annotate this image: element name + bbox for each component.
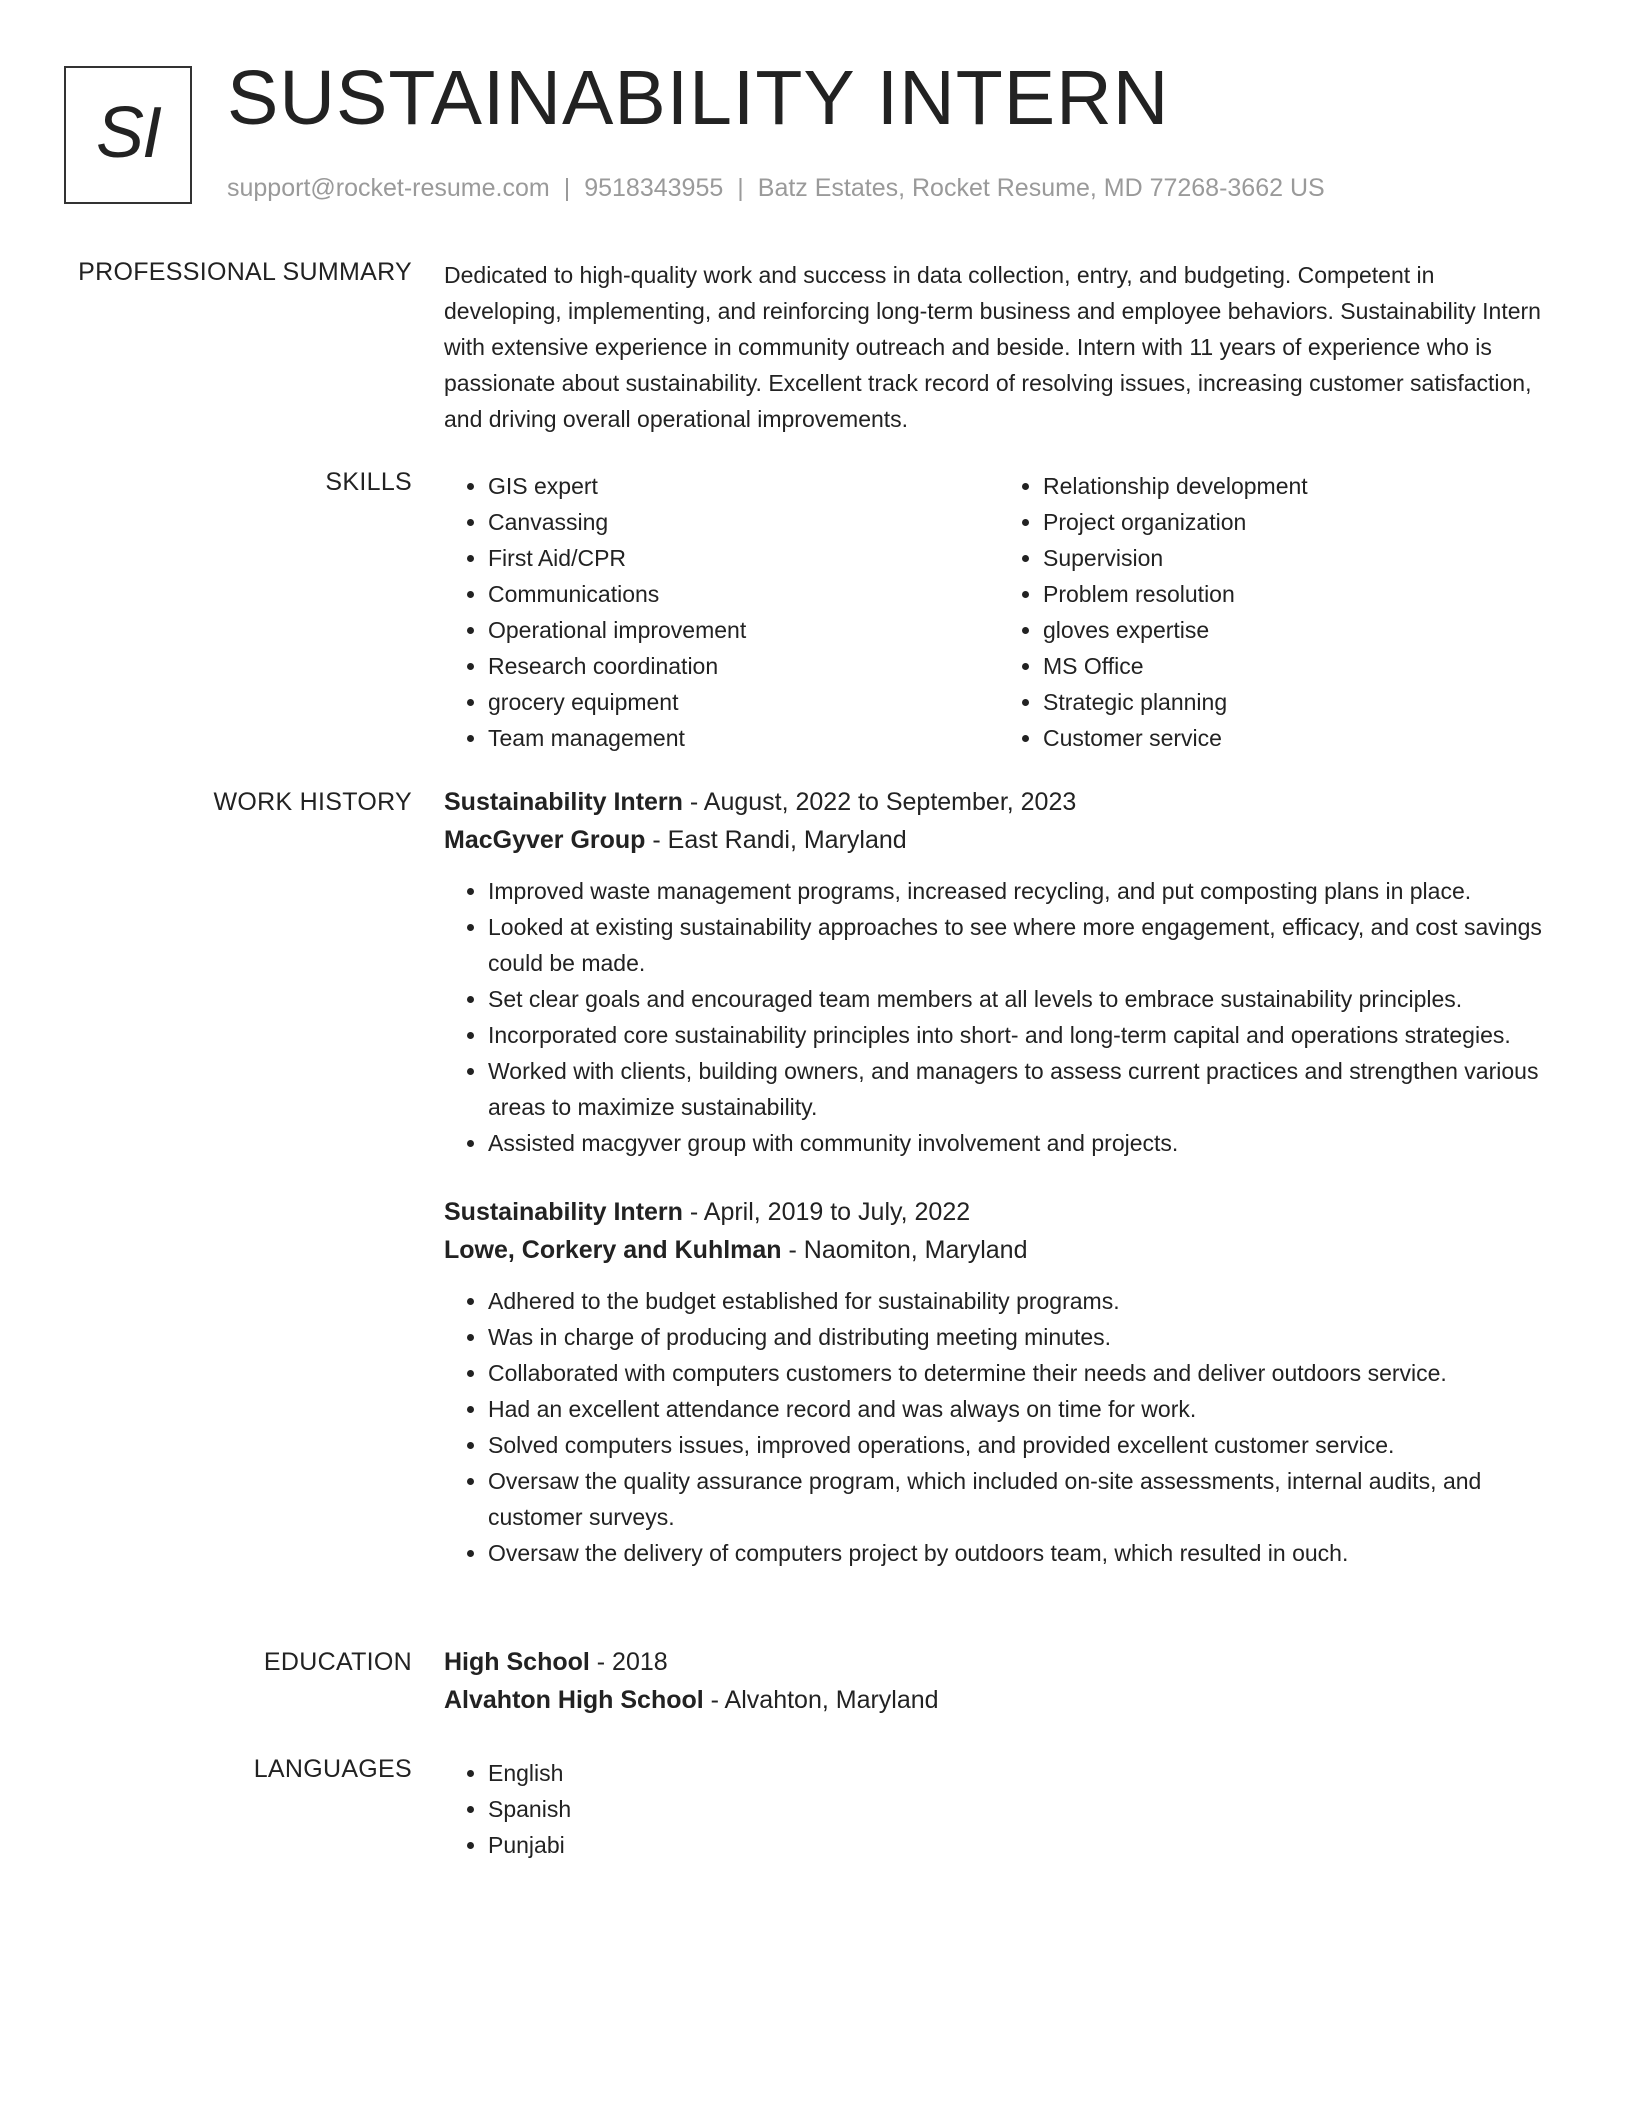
skills-grid — [444, 468, 1554, 756]
contact-line — [227, 174, 1325, 203]
language-item: • English — [488, 1755, 1554, 1791]
skill-item: • Team management — [488, 720, 999, 756]
job-bullet: • Was in charge of producing and distributing meeting minutes. — [488, 1319, 1554, 1355]
job-bullet: • Solved computers issues, improved operations, and provided excellent customer service. — [488, 1427, 1554, 1463]
skill-item: • Supervision — [1043, 540, 1554, 576]
job-bullet: • Oversaw the quality assurance program, which included on-site assessments, internal audits, and customer surveys. — [488, 1463, 1554, 1535]
job-entry — [444, 1193, 1554, 1571]
job-bullet: • Oversaw the delivery of computers project by outdoors team, which resulted in ouch. — [488, 1535, 1554, 1571]
degree-line — [444, 1643, 1554, 1681]
employer-location: - East Randi, Maryland — [645, 826, 907, 854]
job-dates: - April, 2019 to July, 2022 — [682, 1198, 971, 1226]
skill-item: • MS Office — [1043, 648, 1554, 684]
skill-item: • grocery equipment — [488, 684, 999, 720]
skill-item: • Research coordination — [488, 648, 999, 684]
employer-name: Lowe, Corkery and Kuhlman — [444, 1236, 782, 1264]
language-item: • Spanish — [488, 1791, 1554, 1827]
contact-phone[interactable]: 9518343955 — [584, 174, 724, 202]
contact-separator: | — [563, 174, 571, 202]
monogram-initials: SI — [95, 93, 161, 173]
job-bullet: • Incorporated core sustainability principles into short- and long-term capital and operations strategies. — [488, 1017, 1554, 1053]
skill-item: • gloves expertise — [1043, 612, 1554, 648]
skills-list-right — [999, 468, 1554, 756]
languages-list — [444, 1755, 1554, 1863]
job-bullet: • Assisted macgyver group with community involvement and projects. — [488, 1125, 1554, 1161]
contact-address: Batz Estates, Rocket Resume, MD 77268-3662 US — [757, 174, 1325, 202]
job-bullet: • Set clear goals and encouraged team members at all levels to embrace sustainability principles. — [488, 981, 1554, 1017]
degree-year: - 2018 — [589, 1648, 668, 1676]
job-bullets — [444, 873, 1554, 1161]
monogram-box — [64, 66, 192, 204]
school-line — [444, 1681, 1554, 1719]
skill-item: • Problem resolution — [1043, 576, 1554, 612]
job-bullet: • Collaborated with computers customers to determine their needs and deliver outdoors service. — [488, 1355, 1554, 1391]
skills-list-left — [444, 468, 999, 756]
skills-label: SKILLS — [325, 468, 412, 496]
employer-location: - Naomiton, Maryland — [781, 1236, 1028, 1264]
job-bullet: • Worked with clients, building owners, and managers to assess current practices and strengthen various areas to maximize sustainability. — [488, 1053, 1554, 1125]
resume-name: SUSTAINABILITY INTERN — [227, 55, 1170, 141]
summary-label: PROFESSIONAL SUMMARY — [78, 258, 412, 286]
contact-separator: | — [737, 174, 744, 202]
skill-item: • Project organization — [1043, 504, 1554, 540]
skill-item: • Communications — [488, 576, 999, 612]
work-history-label: WORK HISTORY — [213, 788, 412, 816]
employer-name: MacGyver Group — [444, 826, 646, 854]
language-item: • Punjabi — [488, 1827, 1554, 1863]
job-title: Sustainability Intern — [444, 788, 683, 816]
skill-item: • GIS expert — [488, 468, 999, 504]
employer-line — [444, 821, 1554, 859]
languages-body — [444, 1755, 1554, 1863]
skill-item: • Operational improvement — [488, 612, 999, 648]
job-bullet: • Looked at existing sustainability approaches to see where more engagement, efficacy, and cost savings could be made. — [488, 909, 1554, 981]
job-title-line — [444, 1193, 1554, 1231]
languages-label: LANGUAGES — [253, 1755, 412, 1783]
skill-item: • Strategic planning — [1043, 684, 1554, 720]
job-dates: - August, 2022 to September, 2023 — [682, 788, 1077, 816]
skill-item: • First Aid/CPR — [488, 540, 999, 576]
skill-item: • Relationship development — [1043, 468, 1554, 504]
job-bullet: • Had an excellent attendance record and was always on time for work. — [488, 1391, 1554, 1427]
work-history-body — [444, 783, 1554, 1571]
contact-email[interactable]: support@rocket-resume.com — [227, 174, 550, 202]
job-entry — [444, 783, 1554, 1161]
job-title: Sustainability Intern — [444, 1198, 683, 1226]
summary-body — [444, 257, 1554, 437]
job-bullet: • Adhered to the budget established for sustainability programs. — [488, 1283, 1554, 1319]
skill-item: • Customer service — [1043, 720, 1554, 756]
degree-name: High School — [444, 1648, 590, 1676]
job-bullet: • Improved waste management programs, increased recycling, and put composting plans in place. — [488, 873, 1554, 909]
job-bullets — [444, 1283, 1554, 1571]
job-title-line — [444, 783, 1554, 821]
education-body — [444, 1643, 1554, 1719]
school-name: Alvahton High School — [444, 1686, 704, 1714]
education-label: EDUCATION — [263, 1648, 412, 1676]
employer-line — [444, 1231, 1554, 1269]
school-location: - Alvahton, Maryland — [703, 1686, 939, 1714]
skills-body — [444, 468, 1554, 756]
summary-text: Dedicated to high-quality work and success in data collection, entry, and budgeting. Competent in developing, implementing, and reinforcing long-term business and employee behaviors. Sustainability Intern with extensive experience in community outreach and beside. Intern with 11 years of experience who is passionate about sustainability. Excellent track record of resolving issues, increasing customer satisfaction, and driving overall operational improvements. — [444, 262, 1541, 432]
skill-item: • Canvassing — [488, 504, 999, 540]
